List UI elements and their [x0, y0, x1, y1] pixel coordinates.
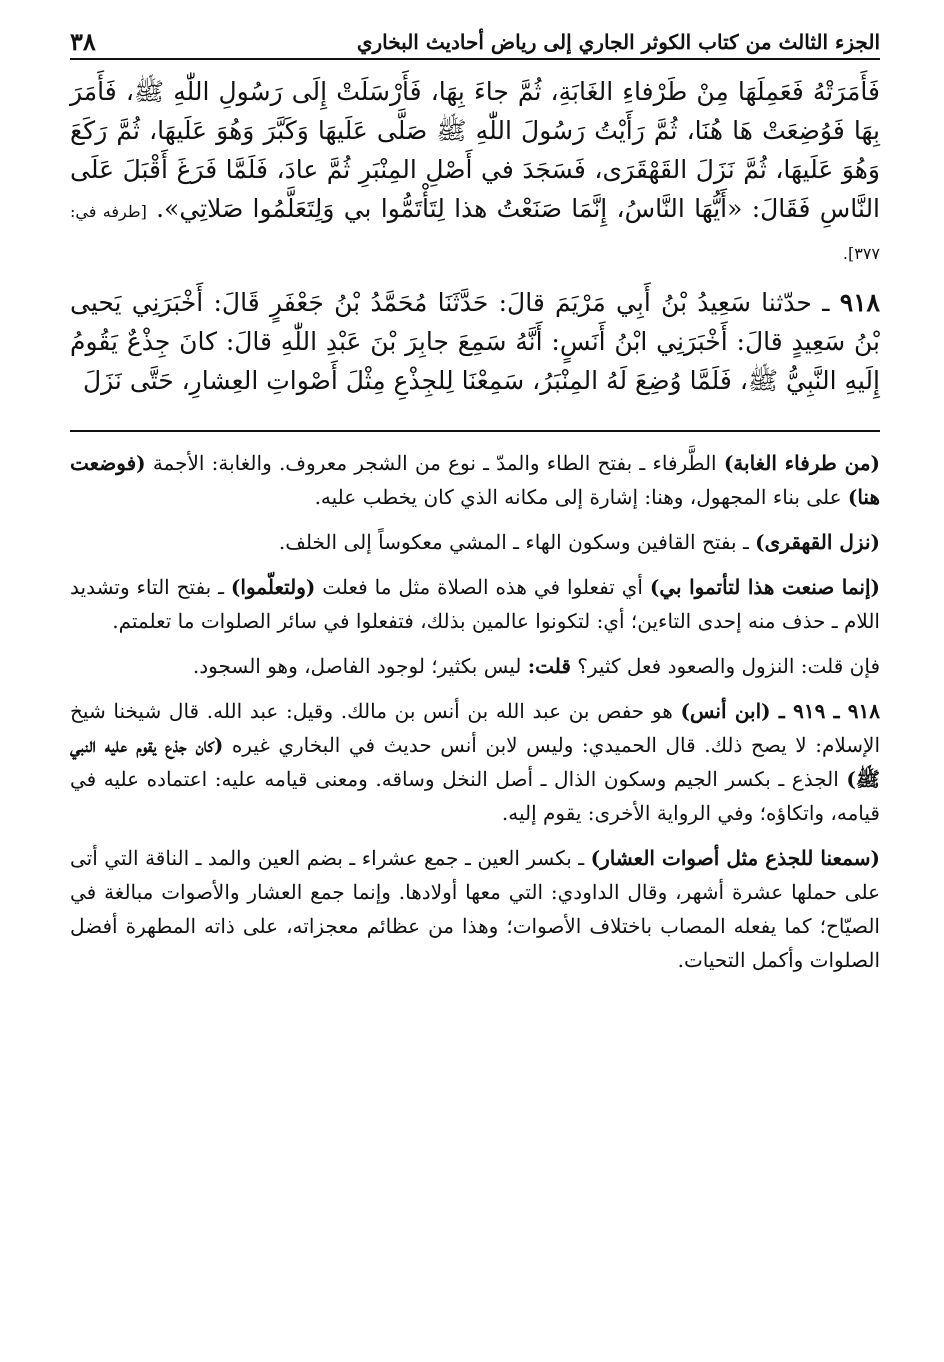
divider: [70, 430, 880, 432]
note-term: (كان جذع يقوم عليه النبي ﷺ): [70, 733, 880, 791]
commentary: [70, 446, 880, 988]
note-text: على بناء المجهول، وهنا: إشارة إلى مكانه الذي كان يخطب عليه.: [314, 485, 848, 509]
note-term: (ولتعلّموا): [230, 575, 316, 599]
hadith-918: [70, 283, 880, 400]
note-text: الطَّرفاء ـ بفتح الطاء والمدّ ـ نوع من الشجر معروف. والغابة: الأجمة: [145, 451, 724, 475]
hadith-918-text: ـ حدّثنا سَعِيدُ بْنُ أَبِي مَرْيَمَ قالَ: حَدَّثَنَا مُحَمَّدُ بْنُ جَعْفَرٍ قَالَ: أَخْبَرَنِي يَحيى بْنُ سَعِيدٍ قالَ: أَخْبَرَنِي ابْنُ أَنَسٍ: أَنَّهُ سَمِعَ جابِرَ بْنَ عَبْدِ اللّٰهِ قالَ: كانَ جِذْعٌ يَقُومُ إِلَيهِ النَّبِيُّ ﷺ، فَلَمَّا وُضِعَ لَهُ المِنْبَرُ، سَمِعْنَا لِلجِذْعِ مِثْلَ أَصْواتِ العِشارِ، حَتَّى نَزَلَ: [70, 288, 880, 395]
note-text: ـ بفتح القافين وسكون الهاء ـ المشي معكوساً إلى الخلف.: [278, 530, 756, 554]
cross-reference: [طرفه في: ٣٧٧].: [70, 202, 880, 263]
note-paragraph: [70, 694, 880, 830]
hadith-917-text: فَأَمَرَتْهُ فَعَمِلَهَا مِنْ طَرْفاءِ الغَابَةِ، ثُمَّ جاءَ بِهَا، فَأَرْسَلَتْ إِلَى رَسُولِ اللّٰهِ ﷺ، فَأَمَرَ بِهَا فَوُضِعَتْ هَا هُنَا، ثُمَّ رَأَيْتُ رَسُولَ اللّٰهِ ﷺ صَلَّى عَلَيهَا وَكَبَّرَ وَهُوَ عَلَيهَا، ثُمَّ رَكَعَ وَهُوَ عَلَيهَا، ثُمَّ نَزَلَ القَهْقَرَى، فَسَجَدَ في أَصْلِ المِنْبَرِ ثُمَّ عادَ، فَلَمَّا فَرَغَ أَقْبَلَ عَلَى النَّاسِ فَقَالَ: «أَيُّهَا النَّاسُ، إِنَّمَا صَنَعْتُ هذا لِتَأْتَمُّوا بي وَلِتَعَلَّمُوا صَلاتِي».: [70, 77, 881, 223]
note-term: قلت:: [527, 654, 571, 678]
note-term: (من طرفاء الغابة): [723, 451, 880, 475]
note-text: أي تفعلوا في هذه الصلاة مثل ما فعلت: [315, 575, 650, 599]
note-paragraph: [70, 570, 880, 638]
running-title: الجزء الثالث من كتاب الكوثر الجاري إلى رياض أحاديث البخاري: [356, 30, 880, 54]
note-number: ٩١٨ ـ ٩١٩ ـ: [770, 699, 881, 723]
note-term: (سمعنا للجذع مثل أصوات العشار): [590, 846, 880, 870]
note-text: ليس بكثير؛ لوجود الفاصل، وهو السجود.: [192, 654, 528, 678]
note-text: الجذع ـ بكسر الجيم وسكون الذال ـ أصل النخل وساقه. ومعنى قيامه عليه: اعتماده عليه في قيامه، واتكاؤه؛ وفي الرواية الأخرى: يقوم إليه.: [70, 767, 880, 825]
main-text: [70, 72, 880, 400]
note-term: (إنما صنعت هذا لتأتموا بي): [649, 575, 880, 599]
page-number: ٣٨: [70, 27, 96, 56]
note-paragraph: [70, 841, 880, 977]
note-term: (ابن أنس): [680, 699, 771, 723]
hadith-continuation: [70, 72, 880, 273]
note-text: فإن قلت: النزول والصعود فعل كثير؟: [570, 654, 880, 678]
note-term: (نزل القهقرى): [755, 530, 880, 554]
note-text: هو حفص بن عبد الله بن أنس بن مالك. وقيل: عبد الله. قال شيخنا شيخ الإسلام: لا يصح ذلك. قال الحميدي: وليس لابن أنس حديث في البخاري غيره: [70, 699, 881, 757]
note-term: (فوضعت هنا): [70, 451, 880, 509]
note-paragraph: [70, 446, 880, 514]
note-text: ـ بفتح التاء وتشديد اللام ـ حذف منه إحدى التاءين؛ أي: لتكونوا عالمين بذلك، فتفعلوا في سائر الصلوات ما تعلمتم.: [70, 575, 880, 633]
hadith-number: ٩١٨: [839, 288, 880, 317]
page-header: [70, 24, 880, 60]
note-paragraph: [70, 649, 880, 683]
note-text: ـ بكسر العين ـ جمع عشراء ـ بضم العين والمد ـ الناقة التي أتى على حملها عشرة أشهر، وقال الداودي: التي معها أولادها. وإنما جمع العشار والأصوات مبالغة في الصيّاح؛ كما يفعله المصاب باختلاف الأصوات؛ وهذا من عظائم معجزاته، على ذاته المطهرة أفضل الصلوات وأكمل التحيات.: [70, 846, 880, 972]
note-paragraph: [70, 525, 880, 559]
